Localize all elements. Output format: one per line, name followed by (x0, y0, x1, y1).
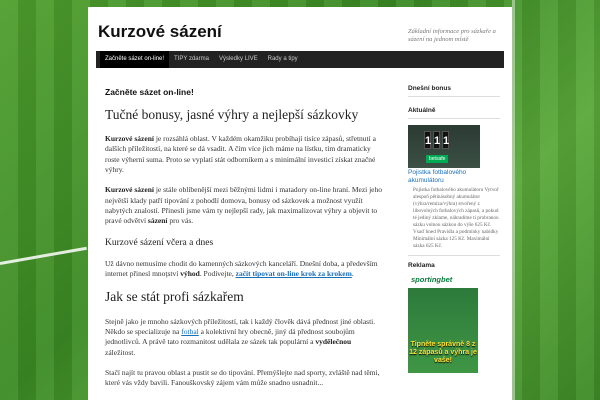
football-link[interactable]: fotbal (181, 326, 199, 336)
ad-tagline: Tipněte správně 8 z 12 zápasů a výhra je vaše! (409, 341, 477, 365)
section-heading: Kurzové sázení včera a dnes (105, 237, 214, 248)
nav-item-tips[interactable]: TIPY zdarma (174, 56, 209, 62)
paragraph-3: Už dávno nemusíme chodit do kamenných sázkových kanceláří. Dnešní doba, a především internet přinesl mnoţství výhod. Podívejte, začít tipovat on-line krok za krokem. (105, 258, 378, 279)
sportingbet-logo: sportingbet (411, 275, 453, 285)
start-tipping-link[interactable]: začít tipovat on-line krok za krokem (235, 269, 352, 279)
scoreboard-image: 1 1 1 (424, 131, 449, 149)
paragraph-1: Kurzové sázení je rozsáhlá oblast. V každém okamžiku probíhají tisíce zápasů, střetnutí a dalších příležitostí, na které se dá vsadit. A čím více jich máme na lístku, tím dramaticky roste výherní suma. Proto se vyplatí stát odborníkem a s minimální investicí získat značné výhry. (105, 133, 376, 174)
divider (408, 255, 500, 256)
pitch-line (512, 0, 515, 400)
main-nav (96, 51, 504, 68)
nav-item-advice[interactable]: Rady a tipy (267, 56, 298, 62)
news-excerpt: Pojistka fotbalového akumulátoru Vytvoř alespoň pětinásobný akumulátor (výhra/remíza/výhra) stvořený z libovolných fotbalových zápasů, a pokud té jediný zklame, náhradíme ti probranou sázku volnou sázkou do výše 625 Kč. Vsaď hned Pravidla a podmínky nabídky Minimální sázka 125 Kč. Maximální sázka 625 Kč. (413, 186, 499, 249)
today-bonus-title: Dnešní bonus (408, 85, 451, 92)
news-thumbnail[interactable] (408, 125, 480, 168)
nav-item-start[interactable]: Začněte sázet on-line! (100, 51, 169, 68)
pitch-line (0, 247, 87, 265)
sportingbet-ad-banner[interactable] (408, 273, 478, 373)
ad-title: Reklama (408, 262, 435, 270)
site-title[interactable]: Kurzové sázení (98, 22, 222, 41)
paragraph-2: Kurzové sázení je stále oblíbenější mezi běžnými lidmi i matadory on-line hraní. Mezi jeho největší klady patří tipování z pohodlí domova, bonusy od sázkovek a možnost využít nabytých znalostí. Přinesli jsme vám ty nejlepší rady, jak maximalizovat výhry a objevit to pravé odvětví sázení pro vás. (105, 185, 383, 226)
nav-item-results[interactable]: Výsledky LIVE (218, 56, 258, 62)
section-heading-pro: Jak se stát profi sázkařem (105, 289, 244, 305)
news-title: Aktuálně (408, 107, 436, 114)
site-description: Základní informace pro sázkaře a sázení na jednom místě (408, 28, 496, 44)
paragraph-5: Stačí najít tu pravou oblast a pustit se do tipování. Přemýšlejte nad sporty, zvláště nad těmi, které vás vždy bavili. Fanouškovský zájem vám může snadno usnadnit... (105, 368, 380, 388)
article (105, 87, 382, 399)
divider (408, 118, 500, 119)
page-container (88, 7, 512, 400)
article-subtitle: Tučné bonusy, jasné výhry a nejlepší sázkovky (105, 106, 359, 122)
brand-label: betsafe (426, 155, 448, 163)
sidebar (408, 85, 500, 373)
news-link[interactable]: Pojistka fotbalového akumulátoru (408, 169, 467, 185)
article-heading: Začněte sázet on-line! (105, 87, 194, 97)
divider (408, 96, 500, 97)
paragraph-4: Stejně jako je mnoho sázkových příležitostí, tak i každý člověk dává přednost jiné oblasti. Někdo se specializuje na fotbal a kolektivní hry obecně, jiný dá přednost soubojům jednotlivců. A právě tato rozmanitost udělala ze sázek tak populární a vydělečnou záležitost. (105, 316, 376, 357)
